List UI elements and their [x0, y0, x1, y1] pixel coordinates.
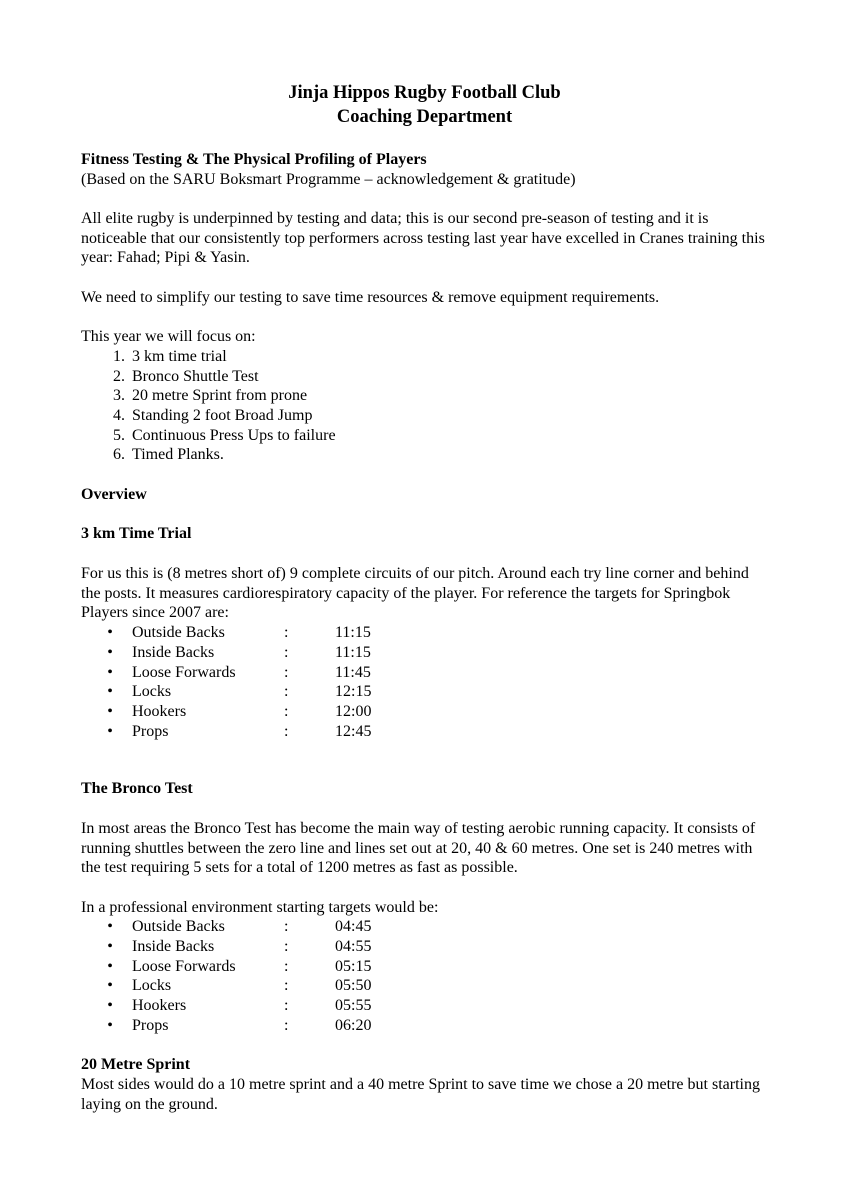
department-name: Coaching Department	[336, 106, 513, 127]
bronco-targets	[81, 917, 771, 1036]
list-item: • Hookers : 05:55	[107, 997, 372, 1015]
list-item: • Locks : 05:50	[107, 977, 372, 995]
list-item: • Props : 06:20	[107, 1016, 372, 1034]
list-item: 3. 20 metre Sprint from prone	[113, 387, 308, 405]
document-title	[0, 82, 849, 129]
list-item: 6. Timed Planks.	[113, 446, 224, 464]
list-item: • Inside Backs : 04:55	[107, 937, 372, 955]
time-trial-heading: 3 km Time Trial	[81, 525, 192, 542]
focus-list	[81, 347, 771, 465]
list-item: 4. Standing 2 foot Broad Jump	[113, 407, 313, 425]
list-item: • Outside Backs : 11:15	[107, 624, 371, 641]
sprint-heading: 20 Metre Sprint	[81, 1056, 191, 1073]
list-item: • Locks : 12:15	[107, 683, 372, 701]
list-item: • Outside Backs : 04:45	[107, 918, 372, 935]
sprint-paragraph: Most sides would do a 10 metre sprint and a 40 metre Sprint to save time we chose a 20 metre but starting laying on the ground.	[81, 1076, 760, 1113]
list-item: 5. Continuous Press Ups to failure	[113, 426, 336, 444]
focus-lead: This year we will focus on:	[81, 328, 256, 345]
club-name: Jinja Hippos Rugby Football Club	[288, 83, 561, 103]
list-item: • Inside Backs : 11:15	[107, 643, 371, 661]
list-item: • Loose Forwards : 05:15	[107, 957, 372, 975]
list-item: • Loose Forwards : 11:45	[107, 663, 371, 681]
time-trial-targets	[81, 623, 771, 742]
overview-heading: Overview	[81, 486, 147, 503]
bronco-targets-lead: In a professional environment starting targets would be:	[81, 899, 439, 916]
time-trial-paragraph: For us this is (8 metres short of) 9 complete circuits of our pitch. Around each try line corner and behind the posts. It measures cardiorespiratory capacity of the player. For reference the targets for Springbok Players since 2007 are:	[81, 565, 749, 622]
simplify-paragraph: We need to simplify our testing to save time resources & remove equipment requirements.	[81, 289, 660, 306]
list-item: • Hookers : 12:00	[107, 703, 372, 721]
list-item: • Props : 12:45	[107, 722, 372, 740]
bronco-heading: The Bronco Test	[81, 780, 193, 797]
fitness-testing-heading: Fitness Testing & The Physical Profiling of Players	[81, 151, 427, 168]
source-note: (Based on the SARU Boksmart Programme – acknowledgement & gratitude)	[81, 171, 576, 188]
bronco-paragraph: In most areas the Bronco Test has become the main way of testing aerobic running capacity. It consists of running shuttles between the zero line and lines set out at 20, 40 & 60 metres. One set is 240 metres with the test requiring 5 sets for a total of 1200 metres as fast as possible.	[81, 820, 756, 877]
intro-paragraph: All elite rugby is underpinned by testing and data; this is our second pre-season of testing and it is noticeable that our consistently top performers across testing last year have excelled in Cranes training this year: Fahad; Pipi & Yasin.	[81, 210, 765, 267]
list-item: 1. 3 km time trial	[113, 348, 227, 365]
list-item: 2. Bronco Shuttle Test	[113, 367, 259, 385]
